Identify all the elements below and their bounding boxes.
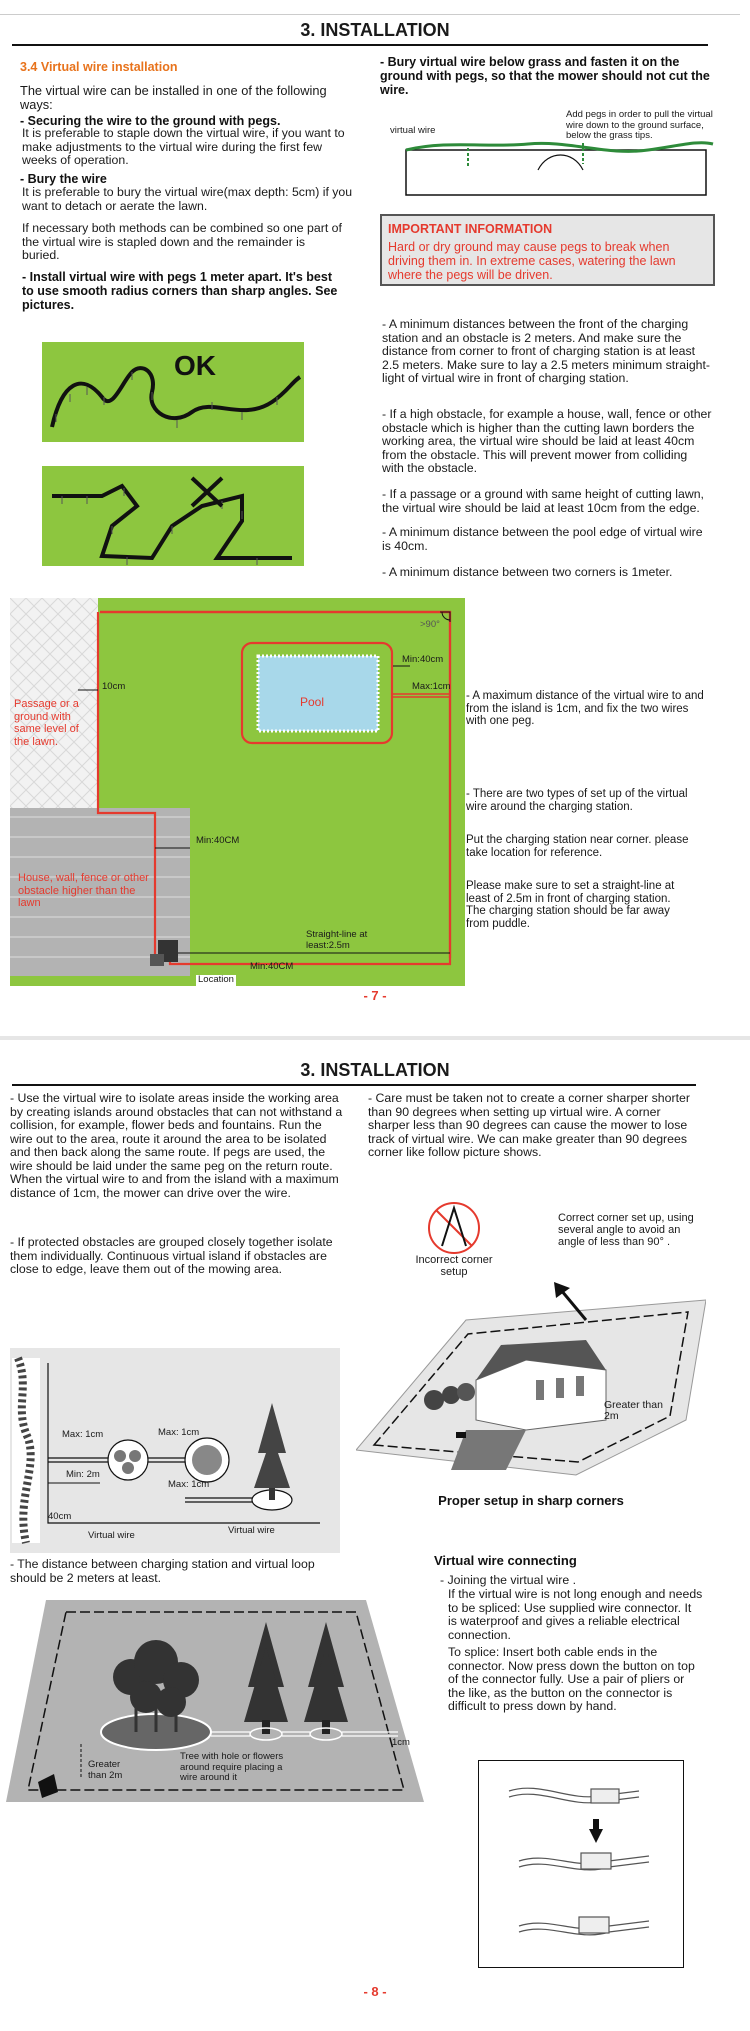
connecting-heading: Virtual wire connecting bbox=[434, 1553, 577, 1568]
bury-heading: - Bury the wire bbox=[20, 172, 107, 186]
bury-text: It is preferable to bury the virtual wire(max depth: 5cm) if you want to detach or aerate the lawn. bbox=[22, 185, 353, 213]
virtual-wire-b-label: Virtual wire bbox=[228, 1525, 275, 1536]
max1cm-label: Max:1cm bbox=[412, 681, 451, 692]
page-7-number: - 7 - bbox=[363, 988, 387, 1003]
page-8-title: 3. INSTALLATION bbox=[300, 1060, 450, 1080]
diagram-virtual-wire-label: virtual wire bbox=[390, 125, 436, 136]
proper-setup-caption: Proper setup in sharp corners bbox=[438, 1493, 624, 1508]
rule-2: - If a high obstacle, for example a house, wall, fence or other obstacle which is higher than the cutting lawn borders the working area, the virtual wire should be laid at least 40cm from the obstacle. This will prevent mower from colliding with the obstacle. bbox=[382, 407, 712, 475]
section-heading: 3.4 Virtual wire installation bbox=[20, 60, 178, 74]
lawn-plan-diagram bbox=[10, 598, 465, 986]
rule-3: - If a passage or a ground with same height of cutting lawn, the virtual wire should be laid at least 10cm from the edge. bbox=[382, 487, 704, 515]
combined-text: If necessary both methods can be combined so one part of the virtual wire is stapled down and the remainder is buried. bbox=[22, 221, 342, 262]
greater-than-2m-label: Greater than 2m bbox=[604, 1399, 663, 1422]
angle-label: >90° bbox=[420, 619, 440, 630]
max1cm-c-label: Max: 1cm bbox=[168, 1479, 210, 1490]
min40cm-side-label: Min:40CM bbox=[196, 835, 240, 846]
min40cm-bottom-label: Min:40CM bbox=[250, 961, 294, 972]
virtual-wire-a-label: Virtual wire bbox=[88, 1530, 135, 1541]
bury-diagram bbox=[388, 110, 718, 200]
min40cm-pool-label: Min:40cm bbox=[402, 654, 444, 665]
passage-label: Passage or a ground with same level of the lawn. bbox=[14, 698, 79, 748]
ok-wire-illustration bbox=[42, 342, 304, 442]
rule-1: - A minimum distances between the front of the charging station and an obstacle is 2 meters. And make sure the distance from corner to front of charging station is at least 2.5 meters. Make sure to lay a 2.5 meters minimum straight-light of virtual wire in front of charging station. bbox=[382, 317, 711, 385]
yard-illustration bbox=[6, 1592, 424, 1812]
rule-4: - A minimum distance between the pool edge of virtual wire is 40cm. bbox=[382, 525, 703, 553]
grouped-text: - If protected obstacles are grouped closely together isolate them individually. Continuous virtual island if obstacles are close to edge, leave them out of the mowing area. bbox=[10, 1235, 333, 1276]
page-7-title: 3. INSTALLATION bbox=[300, 20, 450, 40]
one-cm-label: 1cm bbox=[392, 1737, 410, 1748]
incorrect-corner-label: Incorrect corner setup bbox=[415, 1254, 493, 1278]
max1cm-b-label: Max: 1cm bbox=[158, 1427, 200, 1438]
forty-cm-label: 40cm bbox=[48, 1511, 72, 1522]
title-rule-2 bbox=[12, 1084, 696, 1086]
title-rule bbox=[12, 44, 708, 46]
pool-label: Pool bbox=[300, 695, 325, 709]
install-pegs-text: - Install virtual wire with pegs 1 meter apart. It's best to use smooth radius corners than sharp angles. See pictures. bbox=[22, 270, 338, 312]
important-box bbox=[380, 214, 715, 286]
joining-text: If the virtual wire is not long enough and needs to be spliced: Use supplied wire connector. It is waterproof and gives a reliable electrical connection. bbox=[448, 1587, 703, 1642]
connector-illustration bbox=[478, 1760, 684, 1968]
splice-text: To splice: Insert both cable ends in the connector. Now press down the button on top of the connector fully. Use a pair of pliers or the like, as the button on the connector is difficult to press down by hand. bbox=[448, 1645, 695, 1713]
page-8 bbox=[0, 1040, 750, 2031]
bad-wire-illustration bbox=[42, 466, 304, 566]
joining-heading: - Joining the virtual wire . bbox=[440, 1573, 577, 1587]
important-title: IMPORTANT INFORMATION bbox=[388, 222, 553, 236]
straight-line-label: Straight-line at least:2.5m bbox=[306, 929, 368, 951]
intro-text: The virtual wire can be installed in one of the following ways: bbox=[20, 83, 327, 112]
bury-below-text: - Bury virtual wire below grass and fasten it on the ground with pegs, so that the mower should not cut the wire. bbox=[380, 55, 710, 97]
max1cm-a-label: Max: 1cm bbox=[62, 1429, 104, 1440]
corner-text: - Care must be taken not to create a corner sharper shorter than 90 degrees when setting up virtual wire. A corner sharper less than 90 degrees can cause the mower to lose track of virtual wire. We can make greater than 90 degrees corner like follow picture shows. bbox=[368, 1091, 690, 1159]
rule-5: - A minimum distance between two corners is 1meter. bbox=[382, 565, 673, 579]
top-divider bbox=[0, 14, 740, 15]
yard-greater-than-2m-label: Greater than 2m bbox=[88, 1759, 123, 1781]
isolate-text: - Use the virtual wire to isolate areas inside the working area by creating islands around obstacles that can not withstand a collision, for example, flower beds and fountains. Run the wire out to the area, route it around the area to be isolated and then back along the same route. If pegs are used, the wire should be laid under the same peg on the return route. When the virtual wire to and from the island with a maximum distance of 1cm, the mower can drive over the wire. bbox=[10, 1091, 343, 1200]
note-near-corner: Put the charging station near corner. please take location for reference. bbox=[466, 834, 689, 859]
important-text: Hard or dry ground may cause pegs to break when driving them in. In extreme cases, watering the lawn where the pegs will be driven. bbox=[388, 240, 676, 282]
ten-cm-label: 10cm bbox=[102, 681, 126, 692]
page-8-number: - 8 - bbox=[363, 1984, 387, 1999]
correct-corner-label: Correct corner set up, using several angle to avoid an angle of less than 90° . bbox=[558, 1212, 694, 1248]
min2m-label: Min: 2m bbox=[66, 1469, 100, 1480]
diagram-pegs-note: Add pegs in order to pull the virtual wire down to the ground surface, below the grass tips. bbox=[566, 109, 713, 141]
house-label: House, wall, fence or other obstacle higher than the lawn bbox=[18, 872, 149, 909]
incorrect-corner-icon bbox=[426, 1200, 482, 1256]
ok-label: OK bbox=[174, 350, 216, 381]
location-label: Location bbox=[198, 974, 234, 985]
distance-text: - The distance between charging station and virtual loop should be 2 meters at least. bbox=[10, 1557, 315, 1585]
islands-diagram bbox=[10, 1348, 340, 1553]
securing-text: It is preferable to staple down the virtual wire, if you want to make adjustments to the virtual wire during the first few weeks of operation. bbox=[22, 126, 345, 167]
note-island: - A maximum distance of the virtual wire to and from the island is 1cm, and fix the two wires with one peg. bbox=[466, 690, 704, 727]
note-straight-line: Please make sure to set a straight-line at least of 2.5m in front of charging station. The charging station should be far away from puddle. bbox=[466, 880, 675, 930]
note-setup-types: - There are two types of set up of the virtual wire around the charging station. bbox=[466, 788, 688, 813]
proper-setup-illustration bbox=[356, 1270, 706, 1485]
securing-heading: - Securing the wire to the ground with pegs. bbox=[20, 114, 281, 128]
tree-note-label: Tree with hole or flowers around require placing a wire around it bbox=[180, 1751, 284, 1783]
